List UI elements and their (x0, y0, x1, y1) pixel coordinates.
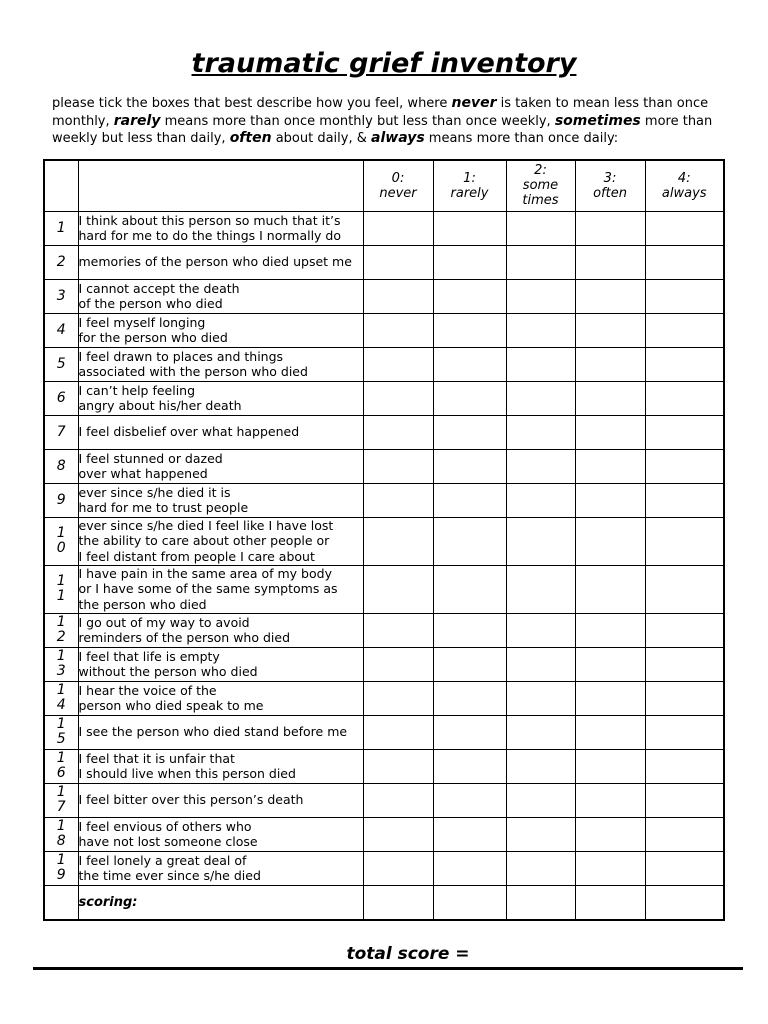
term-always: always (371, 130, 425, 146)
tick-box[interactable] (433, 613, 506, 647)
tick-box[interactable] (506, 211, 575, 245)
item-number (44, 449, 78, 483)
tick-box[interactable] (433, 245, 506, 279)
tick-box[interactable] (575, 613, 645, 647)
item-number-text: 16 (56, 750, 66, 781)
page-title: traumatic grief inventory (191, 48, 577, 79)
table-row (44, 483, 724, 517)
col-code: 4: (677, 170, 691, 186)
total-score-label: total score = (346, 944, 470, 964)
tick-box[interactable] (363, 783, 433, 817)
item-number (44, 647, 78, 681)
table-row (44, 613, 724, 647)
item-text-line: the person who died (78, 596, 207, 612)
tick-box[interactable] (363, 647, 433, 681)
item-text-line: I feel envious of others who (78, 818, 252, 834)
header-col-rarely (433, 160, 506, 211)
table-row (44, 245, 724, 279)
item-number-text: 5 (56, 355, 66, 372)
score-cell[interactable] (433, 885, 506, 920)
item-number (44, 817, 78, 851)
tick-box[interactable] (433, 647, 506, 681)
item-text-line: I feel disbelief over what happened (78, 424, 300, 440)
tick-box[interactable] (363, 749, 433, 783)
intro-text: means more than once daily: (424, 131, 619, 146)
tick-box[interactable] (506, 449, 575, 483)
tick-box[interactable] (575, 483, 645, 517)
item-number (44, 381, 78, 415)
tick-box[interactable] (506, 381, 575, 415)
score-cell[interactable] (506, 885, 575, 920)
col-label: rarely (450, 185, 489, 201)
tick-box[interactable] (645, 415, 724, 449)
item-text-line: reminders of the person who died (78, 630, 291, 645)
item-text-line: memories of the person who died upset me (78, 254, 352, 270)
item-number (44, 851, 78, 885)
item-number (44, 279, 78, 313)
tick-box[interactable] (645, 381, 724, 415)
item-text-line: or I have some of the same symptoms as (78, 581, 338, 597)
item-text (78, 517, 363, 565)
table-row (44, 783, 724, 817)
item-number (44, 313, 78, 347)
item-number (44, 681, 78, 715)
item-number-text: 3 (56, 287, 66, 304)
tick-box[interactable] (363, 715, 433, 749)
tick-box[interactable] (575, 449, 645, 483)
item-text (78, 347, 363, 381)
item-text-line: over what happened (78, 466, 208, 481)
intro-text: about daily, & (271, 131, 372, 146)
item-text-line: have not lost someone close (78, 834, 258, 849)
tick-box[interactable] (575, 517, 645, 565)
item-text (78, 245, 363, 279)
tick-box[interactable] (575, 715, 645, 749)
scoring-num-cell (44, 885, 78, 920)
item-text (78, 749, 363, 783)
item-text (78, 313, 363, 347)
tick-box[interactable] (575, 211, 645, 245)
item-text-line: I feel stunned or dazed (78, 450, 223, 466)
tick-box[interactable] (433, 517, 506, 565)
item-number-text: 7 (56, 423, 66, 440)
tick-box[interactable] (433, 715, 506, 749)
tick-box[interactable] (433, 783, 506, 817)
tick-box[interactable] (363, 381, 433, 415)
intro-text: means more than once monthly but less than once weekly, (160, 113, 555, 129)
header-col-often (575, 160, 645, 211)
tick-box[interactable] (363, 565, 433, 613)
term-rarely: rarely (113, 112, 161, 129)
item-text-line: I go out of my way to avoid (78, 614, 250, 630)
tick-box[interactable] (645, 279, 724, 313)
tick-box[interactable] (575, 681, 645, 715)
item-text-line: hard for me to trust people (78, 500, 249, 515)
tick-box[interactable] (433, 817, 506, 851)
item-text-line: for the person who died (78, 330, 228, 345)
item-number-text: 11 (56, 573, 66, 604)
table-row (44, 647, 724, 681)
term-never: never (451, 95, 497, 111)
item-text (78, 211, 363, 245)
tick-box[interactable] (506, 347, 575, 381)
tick-box[interactable] (433, 749, 506, 783)
item-text (78, 613, 363, 647)
col-label: never (379, 185, 417, 201)
score-cell[interactable] (645, 885, 724, 920)
table-row (44, 851, 724, 885)
tick-box[interactable] (363, 415, 433, 449)
item-number (44, 245, 78, 279)
item-text (78, 681, 363, 715)
tick-box[interactable] (575, 347, 645, 381)
item-text (78, 381, 363, 415)
table-row (44, 381, 724, 415)
tick-box[interactable] (645, 565, 724, 613)
tick-box[interactable] (506, 415, 575, 449)
tick-box[interactable] (506, 565, 575, 613)
item-text-line: I see the person who died stand before me (78, 724, 348, 740)
item-number (44, 517, 78, 565)
item-number (44, 783, 78, 817)
col-code: 1: (463, 170, 476, 186)
tick-box[interactable] (506, 483, 575, 517)
tick-box[interactable] (363, 613, 433, 647)
tick-box[interactable] (363, 347, 433, 381)
term-often: often (229, 130, 272, 146)
tick-box[interactable] (645, 449, 724, 483)
item-text-line: I feel myself longing (78, 314, 206, 330)
tick-box[interactable] (433, 565, 506, 613)
tick-box[interactable] (506, 681, 575, 715)
item-number-text: 2 (56, 253, 66, 270)
item-text (78, 783, 363, 817)
table-row (44, 347, 724, 381)
item-number-text: 19 (56, 852, 66, 883)
tick-box[interactable] (363, 313, 433, 347)
tick-box[interactable] (575, 749, 645, 783)
score-cell[interactable] (575, 885, 645, 920)
item-text (78, 483, 363, 517)
item-number-text: 8 (56, 457, 66, 474)
item-number (44, 749, 78, 783)
item-number (44, 715, 78, 749)
item-text-line: ever since s/he died it is (78, 484, 231, 500)
col-label: always (661, 185, 707, 201)
item-text-line: hard for me to do the things I normally do (78, 228, 341, 243)
tick-box[interactable] (506, 647, 575, 681)
item-text-line: I feel that it is unfair that (78, 750, 235, 766)
item-text-line: I think about this person so much that it’s (78, 212, 341, 228)
scoring-label: scoring: (78, 885, 363, 920)
item-text-line: I feel drawn to places and things (78, 348, 284, 364)
header-item-cell (78, 160, 363, 211)
tick-box[interactable] (645, 681, 724, 715)
tick-box[interactable] (363, 517, 433, 565)
table-row (44, 449, 724, 483)
item-text-line: I can’t help feeling (78, 382, 196, 398)
tick-box[interactable] (575, 817, 645, 851)
tick-box[interactable] (575, 313, 645, 347)
tick-box[interactable] (506, 613, 575, 647)
tick-box[interactable] (645, 851, 724, 885)
term-sometimes: sometimes (554, 112, 641, 129)
item-text-line: without the person who died (78, 664, 258, 679)
item-text (78, 565, 363, 613)
intro-text: please tick the boxes that best describe how you feel, where (52, 96, 452, 111)
item-text-line: I feel lonely a great deal of (78, 852, 247, 868)
bottom-rule (33, 967, 743, 970)
item-text-line: the time ever since s/he died (78, 868, 261, 883)
col-code: 3: (603, 170, 617, 186)
scoring-row (44, 885, 724, 920)
table-row (44, 279, 724, 313)
item-number-text: 13 (56, 648, 66, 679)
tick-box[interactable] (363, 681, 433, 715)
item-text (78, 817, 363, 851)
item-number (44, 415, 78, 449)
table-row (44, 517, 724, 565)
tick-box[interactable] (363, 449, 433, 483)
tick-box[interactable] (433, 851, 506, 885)
tick-box[interactable] (575, 415, 645, 449)
intro-text: is taken to mean less than once monthly, (52, 96, 709, 129)
table-row (44, 749, 724, 783)
tick-box[interactable] (506, 749, 575, 783)
table-row (44, 715, 724, 749)
inventory-table (43, 159, 725, 921)
tick-box[interactable] (645, 715, 724, 749)
header-num-cell (44, 160, 78, 211)
tick-box[interactable] (363, 483, 433, 517)
tick-box[interactable] (575, 381, 645, 415)
header-col-always (645, 160, 724, 211)
tick-box[interactable] (575, 851, 645, 885)
tick-box[interactable] (575, 279, 645, 313)
tick-box[interactable] (363, 211, 433, 245)
item-text-line: ever since s/he died I feel like I have lost (78, 517, 334, 533)
item-text-line: the ability to care about other people or (78, 533, 330, 549)
intro-text: more than weekly but less than daily, (52, 113, 713, 146)
col-label: some times (522, 178, 559, 209)
table-row (44, 313, 724, 347)
tick-box[interactable] (433, 381, 506, 415)
item-text (78, 715, 363, 749)
tick-box[interactable] (575, 245, 645, 279)
item-number (44, 483, 78, 517)
score-cell[interactable] (363, 885, 433, 920)
tick-box[interactable] (363, 245, 433, 279)
tick-box[interactable] (506, 783, 575, 817)
item-text-line: I cannot accept the death (78, 280, 240, 296)
tick-box[interactable] (433, 483, 506, 517)
tick-box[interactable] (506, 715, 575, 749)
instructions (52, 95, 732, 148)
tick-box[interactable] (645, 211, 724, 245)
item-text-line: I feel bitter over this person’s death (78, 792, 304, 808)
item-text-line: I feel that life is empty (78, 648, 220, 664)
item-number-text: 6 (56, 389, 66, 406)
item-number-text: 4 (56, 321, 66, 338)
tick-box[interactable] (433, 313, 506, 347)
tick-box[interactable] (645, 313, 724, 347)
col-code: 0: (391, 170, 405, 186)
tick-box[interactable] (645, 483, 724, 517)
item-number-text: 14 (56, 682, 66, 713)
item-text-line: I should live when this person died (78, 766, 296, 781)
item-text-line: person who died speak to me (78, 698, 264, 713)
header-row (44, 160, 724, 211)
item-text-line: I have pain in the same area of my body (78, 565, 332, 581)
tick-box[interactable] (645, 647, 724, 681)
col-label: often (593, 185, 627, 201)
item-number (44, 613, 78, 647)
item-text (78, 851, 363, 885)
item-text-line: I feel distant from people I care about (78, 548, 315, 564)
tick-box[interactable] (506, 817, 575, 851)
item-number (44, 347, 78, 381)
tick-box[interactable] (506, 313, 575, 347)
table-row (44, 817, 724, 851)
tick-box[interactable] (645, 817, 724, 851)
tick-box[interactable] (506, 517, 575, 565)
item-number-text: 9 (56, 491, 66, 508)
table-row (44, 415, 724, 449)
item-number (44, 211, 78, 245)
tick-box[interactable] (363, 279, 433, 313)
tick-box[interactable] (645, 245, 724, 279)
tick-box[interactable] (433, 415, 506, 449)
tick-box[interactable] (433, 279, 506, 313)
item-number-text: 12 (56, 614, 66, 645)
tick-box[interactable] (363, 817, 433, 851)
tick-box[interactable] (575, 565, 645, 613)
tick-box[interactable] (506, 851, 575, 885)
tick-box[interactable] (433, 681, 506, 715)
table-row (44, 565, 724, 613)
tick-box[interactable] (645, 347, 724, 381)
tick-box[interactable] (575, 783, 645, 817)
tick-box[interactable] (433, 449, 506, 483)
item-number-text: 1 (56, 219, 66, 236)
tick-box[interactable] (645, 749, 724, 783)
item-text-line: I hear the voice of the (78, 682, 217, 698)
item-text-line: of the person who died (78, 296, 223, 311)
item-text (78, 449, 363, 483)
tick-box[interactable] (645, 613, 724, 647)
item-number-text: 10 (56, 525, 66, 556)
tick-box[interactable] (575, 647, 645, 681)
item-number (44, 565, 78, 613)
item-number-text: 18 (56, 818, 66, 849)
item-text (78, 279, 363, 313)
tick-box[interactable] (433, 211, 506, 245)
table-row (44, 681, 724, 715)
tick-box[interactable] (363, 851, 433, 885)
header-col-never (363, 160, 433, 211)
tick-box[interactable] (645, 517, 724, 565)
item-text (78, 647, 363, 681)
tick-box[interactable] (506, 245, 575, 279)
col-code: 2: (534, 163, 547, 179)
table-row (44, 211, 724, 245)
item-number-text: 17 (56, 784, 66, 815)
item-number-text: 15 (56, 716, 66, 747)
item-text-line: associated with the person who died (78, 364, 308, 379)
header-col-sometimes (506, 160, 575, 211)
item-text (78, 415, 363, 449)
tick-box[interactable] (506, 279, 575, 313)
tick-box[interactable] (645, 783, 724, 817)
tick-box[interactable] (433, 347, 506, 381)
item-text-line: angry about his/her death (78, 398, 242, 413)
